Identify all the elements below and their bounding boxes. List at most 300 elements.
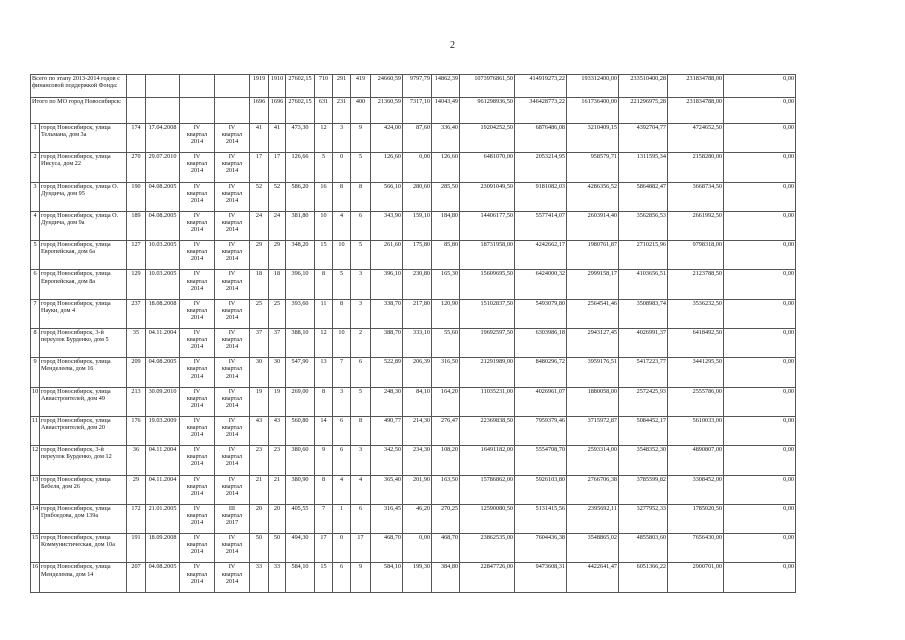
quarter-line: 2014 (190, 519, 204, 527)
house-address: город Новосибирск, улица Менделеева, дом 16 (40, 358, 127, 387)
row-value: 396,10 (286, 270, 315, 299)
document-date: 04.08.2005 (146, 358, 180, 387)
quarter-line: квартал (186, 482, 208, 490)
row-value: 5 (351, 387, 371, 416)
summary-value: 961298936,50 (460, 98, 515, 124)
document-number: 36 (127, 446, 146, 475)
row-value: 6 (351, 504, 371, 533)
row-value: 8 (333, 182, 351, 211)
row-value: 2555786,00 (668, 387, 724, 416)
quarter-line: 2014 (190, 577, 204, 585)
row-value: 9 (315, 446, 333, 475)
row-value: 11035231,00 (460, 387, 515, 416)
summary-value: 1910 (269, 75, 286, 98)
quarter-line: квартал (186, 218, 208, 226)
quarter-line: 2014 (225, 196, 239, 204)
quarter-line: квартал (221, 336, 243, 344)
row-value: 0,00 (724, 534, 796, 563)
row-value: 6051366,22 (619, 563, 668, 592)
row-value: 380,90 (286, 475, 315, 504)
row-number: 8 (31, 329, 40, 358)
row-value: 3 (333, 387, 351, 416)
summary-value: 0,00 (724, 98, 796, 124)
row-value: 165,30 (432, 270, 460, 299)
house-address: город Новосибирск, улица Авиастроителей, дом 49 (40, 387, 127, 416)
quarter-line: квартал (221, 570, 243, 578)
row-value: 18731958,00 (460, 241, 515, 270)
planned-quarter (180, 153, 215, 182)
actual-quarter (215, 299, 250, 328)
planned-quarter (180, 270, 215, 299)
row-value: 3441295,50 (668, 358, 724, 387)
summary-value: 1073976861,50 (460, 75, 515, 98)
row-value: 18 (269, 270, 286, 299)
row-value: 7656430,00 (668, 534, 724, 563)
planned-quarter (180, 504, 215, 533)
quarter-line: 2014 (225, 431, 239, 439)
quarter-line: IV (228, 534, 236, 542)
row-value: 3 (351, 299, 371, 328)
row-value: 25 (269, 299, 286, 328)
document-date: 10.03.2005 (146, 241, 180, 270)
quarter-line: IV (228, 153, 236, 161)
row-value: 164,20 (432, 387, 460, 416)
table-row (31, 387, 897, 416)
row-value: 3210409,15 (567, 124, 619, 153)
quarter-line: IV (193, 182, 201, 190)
row-value: 393,60 (286, 299, 315, 328)
row-value: 6303986,18 (515, 329, 567, 358)
document-date: 04.08.2005 (146, 182, 180, 211)
row-value: 566,10 (371, 182, 403, 211)
quarter-line: квартал (221, 189, 243, 197)
row-value: 3 (333, 124, 351, 153)
row-value: 16491182,00 (460, 446, 515, 475)
row-value: 21 (269, 475, 286, 504)
row-value: 2766706,38 (567, 475, 619, 504)
row-value: 12590080,50 (460, 504, 515, 533)
row-value: 17 (269, 153, 286, 182)
row-value: 10 (315, 211, 333, 240)
quarter-line: IV (228, 563, 236, 571)
quarter-line: IV (228, 124, 236, 131)
document-number: 207 (127, 563, 146, 592)
planned-quarter (180, 241, 215, 270)
empty-cell (215, 75, 250, 98)
row-value: 0,00 (724, 124, 796, 153)
row-value: 6 (333, 446, 351, 475)
document-date: 17.04.2008 (146, 124, 180, 153)
quarter-line: квартал (186, 277, 208, 285)
row-value: 3562856,53 (619, 211, 668, 240)
quarter-line: квартал (186, 131, 208, 139)
row-value: 2603914,40 (567, 211, 619, 240)
quarter-line: IV (193, 358, 201, 366)
quarter-line: 2014 (190, 196, 204, 204)
row-value: 0,00 (724, 563, 796, 592)
summary-label: Всего по этапу 2013-2014 годов с финансовой поддержкой Фонда: (31, 75, 127, 98)
row-value: 5131415,56 (515, 504, 567, 533)
document-date: 04.11.2004 (146, 446, 180, 475)
row-value: 0,00 (403, 153, 432, 182)
row-value: 2123788,50 (668, 270, 724, 299)
row-value: 3308452,00 (668, 475, 724, 504)
row-value: 3548865,02 (567, 534, 619, 563)
table-row (31, 416, 897, 445)
row-value: 43 (250, 416, 269, 445)
quarter-line: 2014 (190, 431, 204, 439)
row-value: 2943127,45 (567, 329, 619, 358)
row-value: 50 (250, 534, 269, 563)
quarter-line: квартал (221, 394, 243, 402)
row-number: 4 (31, 211, 40, 240)
row-value: 0,00 (724, 446, 796, 475)
summary-value: 233510400,28 (619, 75, 668, 98)
row-value: 388,70 (371, 329, 403, 358)
row-value: 4026961,07 (515, 387, 567, 416)
row-value: 285,50 (432, 182, 460, 211)
summary-value: 193312400,00 (567, 75, 619, 98)
quarter-line: квартал (221, 218, 243, 226)
row-value: 958579,71 (567, 153, 619, 182)
row-value: 0,00 (724, 211, 796, 240)
row-value: 9 (351, 563, 371, 592)
quarter-line: IV (193, 563, 201, 571)
table-row (31, 182, 897, 211)
table-row (31, 504, 897, 533)
row-value: 0,00 (724, 387, 796, 416)
row-number: 1 (31, 124, 40, 153)
quarter-line: 2014 (190, 401, 204, 409)
row-value: 126,60 (432, 153, 460, 182)
quarter-line: квартал (221, 160, 243, 168)
row-value: 14 (315, 416, 333, 445)
quarter-line: 2014 (190, 138, 204, 146)
row-value: 8 (333, 299, 351, 328)
quarter-line: IV (228, 241, 236, 249)
actual-quarter (215, 446, 250, 475)
table-row (31, 329, 897, 358)
row-value: 3 (351, 446, 371, 475)
summary-value: 24660,59 (371, 75, 403, 98)
summary-label: Итого по МО город Новосибирск: (31, 98, 127, 124)
row-value: 11 (315, 299, 333, 328)
row-number: 2 (31, 153, 40, 182)
empty-cell (127, 98, 146, 124)
actual-quarter (215, 153, 250, 182)
row-value: 5 (315, 153, 333, 182)
row-value: 206,39 (403, 358, 432, 387)
row-value: 7604436,38 (515, 534, 567, 563)
row-value: 4242662,17 (515, 241, 567, 270)
quarter-line: 2014 (225, 167, 239, 175)
row-value: 1880058,00 (567, 387, 619, 416)
row-value: 468,70 (371, 534, 403, 563)
empty-cell (180, 75, 215, 98)
quarter-line: 2014 (190, 548, 204, 556)
row-value: 4855803,60 (619, 534, 668, 563)
planned-quarter (180, 475, 215, 504)
row-value: 338,70 (371, 299, 403, 328)
row-value: 5084452,17 (619, 416, 668, 445)
row-value: 0,00 (724, 299, 796, 328)
document-number: 35 (127, 329, 146, 358)
document-date: 04.11.2004 (146, 475, 180, 504)
row-value: 1311595,34 (619, 153, 668, 182)
empty-cell (180, 98, 215, 124)
row-value: 29 (269, 241, 286, 270)
row-value: 108,20 (432, 446, 460, 475)
row-value: 8 (351, 416, 371, 445)
row-value: 3715972,87 (567, 416, 619, 445)
table-row (31, 534, 897, 563)
row-value: 4392704,77 (619, 124, 668, 153)
row-value: 23091049,50 (460, 182, 515, 211)
row-value: 20 (269, 504, 286, 533)
quarter-line: IV (193, 241, 201, 249)
quarter-line: 2014 (190, 284, 204, 292)
row-value: 37 (250, 329, 269, 358)
summary-value: 1696 (269, 98, 286, 124)
row-value: 0,00 (724, 416, 796, 445)
document-number: 209 (127, 358, 146, 387)
row-value: 24 (250, 211, 269, 240)
row-value: 15 (315, 563, 333, 592)
row-value: 0,00 (724, 153, 796, 182)
summary-value: 710 (315, 75, 333, 98)
document-date: 30.09.2010 (146, 387, 180, 416)
row-value: 276,47 (432, 416, 460, 445)
row-value: 342,50 (371, 446, 403, 475)
row-value: 1785020,50 (668, 504, 724, 533)
document-number: 237 (127, 299, 146, 328)
row-value: 522,89 (371, 358, 403, 387)
row-value: 84,10 (403, 387, 432, 416)
row-value: 3959176,51 (567, 358, 619, 387)
planned-quarter (180, 358, 215, 387)
row-value: 547,90 (286, 358, 315, 387)
house-address: город Новосибирск, улица Бебеля, дом 26 (40, 475, 127, 504)
row-value: 22369838,50 (460, 416, 515, 445)
document-number: 270 (127, 153, 146, 182)
row-number: 13 (31, 475, 40, 504)
row-value: 175,80 (403, 241, 432, 270)
document-number: 191 (127, 534, 146, 563)
row-value: 9473608,31 (515, 563, 567, 592)
actual-quarter (215, 563, 250, 592)
quarter-line: IV (228, 475, 236, 483)
row-value: 2999158,17 (567, 270, 619, 299)
row-value: 348,20 (286, 241, 315, 270)
row-value: 30 (250, 358, 269, 387)
row-value: 13 (315, 358, 333, 387)
document-date: 21.01.2005 (146, 504, 180, 533)
actual-quarter (215, 329, 250, 358)
row-value: 586,20 (286, 182, 315, 211)
quarter-line: 2014 (190, 460, 204, 468)
house-address: город Новосибирск, улица Тельмана, дом 3а (40, 124, 127, 153)
quarter-line: квартал (221, 277, 243, 285)
row-value: 159,10 (403, 211, 432, 240)
document-date: 10.03.2005 (146, 270, 180, 299)
row-value: 18 (250, 270, 269, 299)
summary-value: 414919273,22 (515, 75, 567, 98)
quarter-line: 2014 (225, 284, 239, 292)
row-value: 424,00 (371, 124, 403, 153)
row-value: 2395692,11 (567, 504, 619, 533)
row-value: 25 (250, 299, 269, 328)
row-value: 4103656,51 (619, 270, 668, 299)
quarter-line: квартал (186, 336, 208, 344)
summary-value: 1696 (250, 98, 269, 124)
quarter-line: IV (193, 387, 201, 395)
row-value: 2053214,95 (515, 153, 567, 182)
quarter-line: квартал (186, 365, 208, 373)
house-address: город Новосибирск, улица Авиастроителей, дом 20 (40, 416, 127, 445)
row-value: 10 (333, 329, 351, 358)
quarter-line: 2014 (225, 372, 239, 380)
quarter-line: квартал (186, 541, 208, 549)
quarter-line: квартал (221, 248, 243, 256)
row-value: 20 (250, 504, 269, 533)
table-row (31, 270, 897, 299)
row-value: 15 (315, 241, 333, 270)
row-value: 5 (351, 241, 371, 270)
row-value: 365,40 (371, 475, 403, 504)
row-value: 19692597,50 (460, 329, 515, 358)
summary-value: 1919 (250, 75, 269, 98)
row-value: 126,66 (286, 153, 315, 182)
quarter-line: 2014 (190, 489, 204, 497)
quarter-line: квартал (221, 306, 243, 314)
row-value: 0,00 (724, 182, 796, 211)
row-value: 4 (333, 211, 351, 240)
row-value: 5493079,80 (515, 299, 567, 328)
row-value: 29 (250, 241, 269, 270)
row-value: 8 (315, 387, 333, 416)
actual-quarter (215, 182, 250, 211)
row-value: 468,70 (432, 534, 460, 563)
summary-value: 27602,15 (286, 75, 315, 98)
row-value: 1980761,87 (567, 241, 619, 270)
summary-value: 161736400,00 (567, 98, 619, 124)
row-value: 37 (269, 329, 286, 358)
actual-quarter (215, 270, 250, 299)
row-value: 380,60 (286, 446, 315, 475)
quarter-line: квартал (186, 394, 208, 402)
row-value: 16 (315, 182, 333, 211)
row-value: 17 (315, 534, 333, 563)
quarter-line: квартал (221, 131, 243, 139)
quarter-line: IV (228, 182, 236, 190)
row-value: 126,60 (371, 153, 403, 182)
summary-value: 9797,79 (403, 75, 432, 98)
quarter-line: 2014 (190, 343, 204, 351)
row-value: 5 (333, 270, 351, 299)
quarter-line: квартал (186, 189, 208, 197)
quarter-line: 2014 (225, 343, 239, 351)
row-value: 560,80 (286, 416, 315, 445)
table-row (31, 153, 897, 182)
row-value: 21291989,00 (460, 358, 515, 387)
row-value: 2710215,96 (619, 241, 668, 270)
table-row (31, 299, 897, 328)
row-value: 0 (333, 153, 351, 182)
document-number: 127 (127, 241, 146, 270)
document-number: 213 (127, 387, 146, 416)
row-value: 4422641,47 (567, 563, 619, 592)
row-value: 381,80 (286, 211, 315, 240)
quarter-line: 2014 (225, 489, 239, 497)
row-value: 33 (269, 563, 286, 592)
row-value: 6 (333, 563, 351, 592)
document-number: 172 (127, 504, 146, 533)
quarter-line: 2014 (190, 226, 204, 234)
quarter-line: 2014 (225, 226, 239, 234)
row-value: 584,10 (371, 563, 403, 592)
quarter-line: 2014 (225, 255, 239, 263)
row-number: 11 (31, 416, 40, 445)
summary-value: 221296975,28 (619, 98, 668, 124)
quarter-line: IV (193, 211, 201, 219)
summary-value: 231 (333, 98, 351, 124)
row-value: 490,77 (371, 416, 403, 445)
quarter-line: квартал (221, 365, 243, 373)
row-value: 85,80 (432, 241, 460, 270)
quarter-line: IV (228, 387, 236, 395)
summary-row (31, 75, 897, 98)
row-value: 1 (333, 504, 351, 533)
quarter-line: квартал (186, 160, 208, 168)
row-value: 8 (315, 475, 333, 504)
row-value: 33 (250, 563, 269, 592)
summary-value: 631 (315, 98, 333, 124)
summary-value: 14862,39 (432, 75, 460, 98)
row-value: 46,20 (403, 504, 432, 533)
actual-quarter (215, 534, 250, 563)
row-value: 17 (351, 534, 371, 563)
planned-quarter (180, 563, 215, 592)
row-value: 3536232,50 (668, 299, 724, 328)
summary-value: 346428773,22 (515, 98, 567, 124)
row-value: 0,00 (403, 534, 432, 563)
resettlement-table (30, 74, 897, 593)
quarter-line: квартал (221, 541, 243, 549)
row-value: 270,25 (432, 504, 460, 533)
quarter-line: 2014 (225, 460, 239, 468)
row-value: 19 (250, 387, 269, 416)
house-address: город Новосибирск, улица Европейская, дом 6а (40, 241, 127, 270)
document-number: 190 (127, 182, 146, 211)
document-number: 189 (127, 211, 146, 240)
row-value: 2572425,93 (619, 387, 668, 416)
row-value: 333,10 (403, 329, 432, 358)
row-number: 3 (31, 182, 40, 211)
quarter-line: IV (228, 329, 236, 337)
row-value: 4724652,50 (668, 124, 724, 153)
row-value: 388,10 (286, 329, 315, 358)
row-value: 8480296,72 (515, 358, 567, 387)
planned-quarter (180, 534, 215, 563)
row-value: 5417223,77 (619, 358, 668, 387)
row-value: 261,60 (371, 241, 403, 270)
summary-value: 291 (333, 75, 351, 98)
row-value: 0,00 (724, 329, 796, 358)
actual-quarter (215, 241, 250, 270)
row-value: 6876486,08 (515, 124, 567, 153)
row-value: 2 (351, 329, 371, 358)
quarter-line: IV (228, 358, 236, 366)
